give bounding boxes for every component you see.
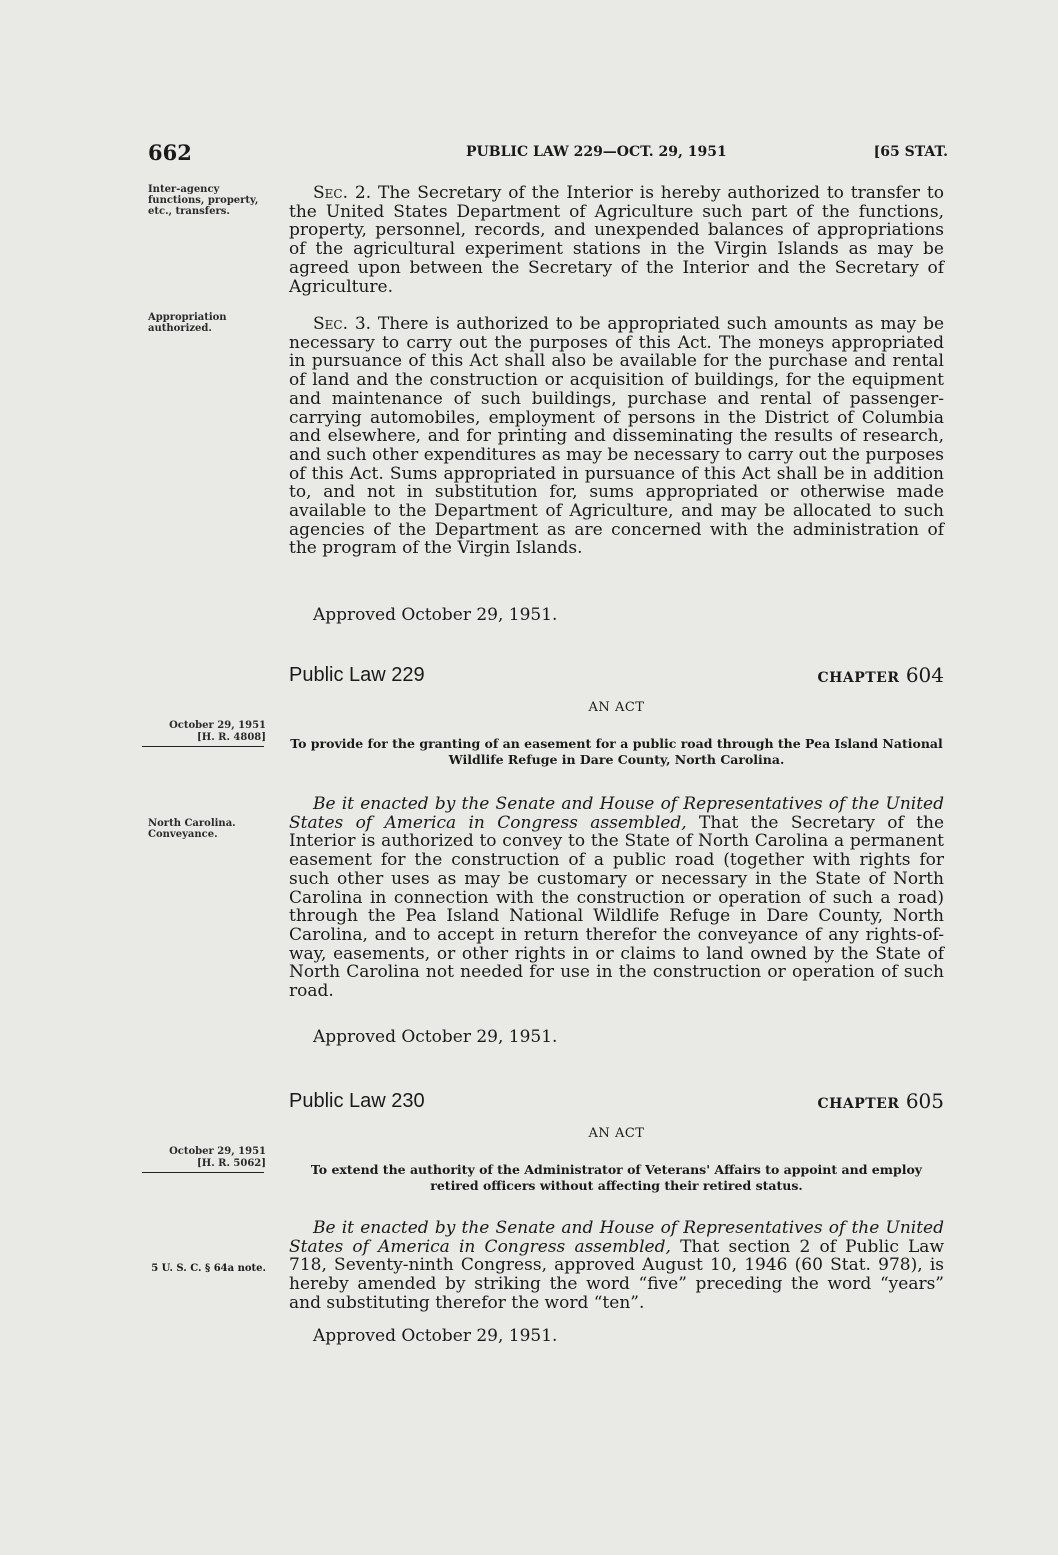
section-2 xyxy=(289,184,944,296)
pl230-bill-number: [H. R. 5062] xyxy=(197,1158,266,1169)
section-3 xyxy=(289,315,944,558)
pl230-date-note: October 29, 1951 xyxy=(169,1146,266,1157)
pl230-body-text: That section 2 of Public Law 718, Seventy-ninth Congress, approved August 10, 1946 (60 Stat. 978), is hereby amended by striking the word “five” preceding the word “years” and substituting therefor the word “ten”. xyxy=(289,1236,944,1313)
margin-note-sec2: Inter-agency functions, property, etc., transfers. xyxy=(148,184,259,217)
pl229-an-act: AN ACT xyxy=(588,700,645,715)
pl230-usc-note: 5 U. S. C. § 64a note. xyxy=(151,1263,266,1274)
running-title: PUBLIC LAW 229—OCT. 29, 1951 xyxy=(466,144,727,160)
pl230-chapter-number: 605 xyxy=(905,1089,944,1113)
pl230-heading xyxy=(289,1087,944,1113)
pl229-heading xyxy=(289,661,944,687)
section-3-text: There is authorized to be appropriated such amounts as may be necessary to carry out the purposes of this Act. The moneys appropriated in pursuance of this Act shall also be available for the purchase and rental of land and the construction or acquisition of buildings, for the equipment and maintenance of such buildings, purchase and rental of passenger-carrying automobiles, employment of persons in the District of Columbia and elsewhere, and for printing and disseminating the results of research, and such other expenditures as may be necessary to carry out the purposes of this Act. Sums appropriated in pursuance of this Act shall be in addition to, and not in substitution for, sums appropriated or otherwise made available to the Department of Agriculture, and may be allocated to such agencies of the Department as are concerned with the administration of the program of the Virgin Islands. xyxy=(289,314,945,559)
pl230-rule xyxy=(142,1172,264,1173)
pl229-bill-number: [H. R. 4808] xyxy=(197,732,266,743)
section-2-text: The Secretary of the Interior is hereby authorized to transfer to the United States Department of Agriculture such part of the functions, property, personnel, records, and unexpended balances of appropriations of the agricultural experiment stations in the Virgin Islands as may be agreed upon between the Secretary of the Interior and the Secretary of Agriculture. xyxy=(289,183,944,297)
pl230-law-name: Public Law 230 xyxy=(289,1090,425,1112)
pl230-enacting-clause: Be it enacted by the Senate and House of Representatives of the United States of America in Congress assembled, xyxy=(289,1218,944,1257)
pl229-purpose: To provide for the granting of an easement for a public road through the Pea Island National Wildlife Refuge in Dare County, North Carolina. xyxy=(290,736,943,767)
pl229-enacting-clause: Be it enacted by the Senate and House of Representatives of the United States of America in Congress assembled, xyxy=(289,794,944,833)
pl229-approval: Approved October 29, 1951. xyxy=(313,1027,558,1047)
approval-date-pl228: Approved October 29, 1951. xyxy=(313,605,558,625)
section-2-label: Sec. 2. xyxy=(313,183,372,203)
pl229-body xyxy=(289,795,944,1001)
pl230-body xyxy=(289,1219,944,1313)
statute-reference: [65 STAT. xyxy=(873,144,948,160)
pl230-approval: Approved October 29, 1951. xyxy=(313,1326,558,1346)
pl229-rule xyxy=(142,746,264,747)
pl230-chapter xyxy=(817,1089,944,1113)
pl229-topic-note: North Carolina. Conveyance. xyxy=(148,818,236,840)
pl230-chapter-label: CHAPTER xyxy=(817,1096,900,1112)
page-number: 662 xyxy=(148,140,192,165)
pl230-an-act: AN ACT xyxy=(588,1126,645,1141)
pl229-body-text: That the Secretary of the Interior is authorized to convey to the State of North Carolina a permanent easement for the construction of a public road (together with rights for such other uses as may be customary or necessary in the State of North Carolina in connection with the construction or operation of such a road) through the Pea Island National Wildlife Refuge in Dare County, North Carolina, and to accept in return therefor the conveyance of any rights-of-way, easements, or other rights in or claims to land owned by the State of North Carolina not needed for use in the construction or operation of such road. xyxy=(289,812,944,1002)
pl229-law-name: Public Law 229 xyxy=(289,664,425,686)
margin-note-sec3: Appropriation authorized. xyxy=(148,312,227,334)
pl229-date-note: October 29, 1951 xyxy=(169,720,266,731)
pl229-chapter-label: CHAPTER xyxy=(817,670,900,686)
pl229-chapter-number: 604 xyxy=(905,663,944,687)
page-header xyxy=(148,140,948,164)
pl229-chapter xyxy=(817,663,944,687)
pl230-purpose: To extend the authority of the Administrator of Veterans' Affairs to appoint and employ retired officers without affecting their retired status. xyxy=(310,1162,923,1193)
section-3-label: Sec. 3. xyxy=(313,314,372,334)
